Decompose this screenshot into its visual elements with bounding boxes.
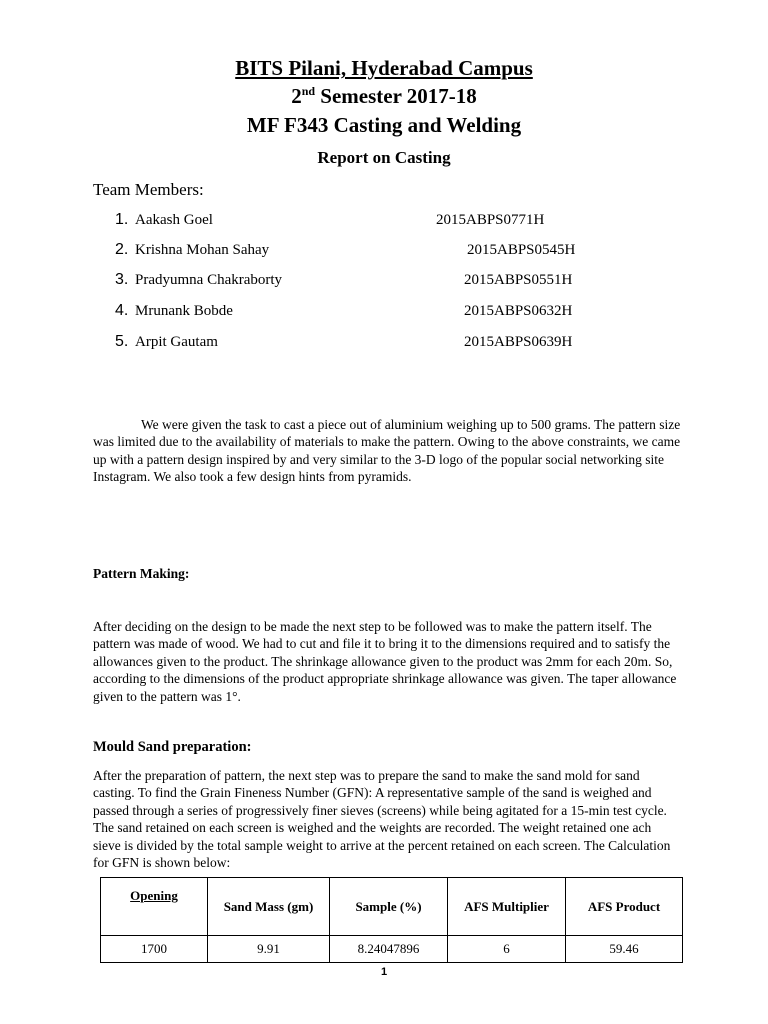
table-cell: 1700 [101, 936, 208, 963]
table-row [101, 936, 683, 963]
semester-title [0, 84, 768, 109]
column-header-sand-mass: Sand Mass (gm) [208, 878, 330, 936]
team-member-row [0, 241, 768, 263]
member-id: 2015ABPS0551H [464, 272, 573, 288]
team-member-row [0, 271, 768, 293]
column-header-sample: Sample (%) [330, 878, 448, 936]
member-name: Arpit Gautam [135, 334, 218, 350]
page-number: 1 [380, 966, 388, 978]
member-name: Mrunank Bobde [135, 303, 233, 319]
mould-sand-paragraph: After the preparation of pattern, the next step was to prepare the sand to make the sand mold for sand casting. To find the Grain Fineness Number (GFN): A representative sample of the sand is weighed and passed through a series of progressively finer sieves (screens) while being agitated for a 15-min test cycle. The sand retained on each screen is weighed and the weights are recorded. The weight retained one ach sieve is divided by the total sample weight to arrive at the percent retained on each screen. The Calculation for GFN is shown below: [93, 768, 671, 871]
table-cell: 8.24047896 [330, 936, 448, 963]
member-name: Krishna Mohan Sahay [135, 242, 270, 258]
team-member-row [0, 302, 768, 324]
member-id: 2015ABPS0632H [464, 303, 573, 319]
pattern-making-heading: Pattern Making: [93, 566, 190, 581]
member-number: 3. [115, 271, 129, 288]
table-cell: 9.91 [208, 936, 330, 963]
member-id: 2015ABPS0639H [464, 334, 573, 350]
table-cell: 59.46 [566, 936, 683, 963]
institution-title: BITS Pilani, Hyderabad Campus [235, 56, 533, 80]
column-header-afs-product: AFS Product [566, 878, 683, 936]
member-name: Pradyumna Chakraborty [135, 272, 283, 288]
semester-ordinal: 2 [291, 84, 302, 108]
member-number: 1. [115, 211, 129, 228]
mould-sand-heading: Mould Sand preparation: [93, 739, 252, 755]
member-number: 2. [115, 241, 129, 258]
intro-paragraph: We were given the task to cast a piece out of aluminium weighing up to 500 grams. The pattern size was limited due to the availability of materials to make the pattern. Owing to the above constraints, we came up with a pattern design inspired by and very similar to the 3-D logo of the popular social networking site Instagram. We also took a few design hints from pyramids. [93, 417, 681, 485]
member-id: 2015ABPS0545H [467, 242, 576, 258]
table-cell: 6 [448, 936, 566, 963]
column-header-opening: Opening [101, 878, 208, 936]
member-name: Aakash Goel [135, 212, 213, 228]
member-id: 2015ABPS0771H [436, 212, 545, 228]
semester-suffix: nd [301, 84, 316, 98]
table-header-row [101, 878, 683, 936]
member-number: 4. [115, 302, 129, 319]
gfn-table [100, 877, 683, 963]
course-title: MF F343 Casting and Welding [246, 113, 522, 137]
pattern-making-paragraph: After deciding on the design to be made the next step to be followed was to make the pattern itself. The pattern was made of wood. We had to cut and file it to bring it to the dimensions required and to satisfy the allowances given to the product. The shrinkage allowance given to the product was 2mm for each 20m. So, according to the dimensions of the product appropriate shrinkage allowance was given. The taper allowance given to the pattern was 1°. [93, 619, 677, 704]
team-members-label: Team Members: [93, 180, 204, 199]
semester-rest: Semester 2017-18 [315, 84, 477, 108]
team-member-row [0, 333, 768, 355]
report-title: Report on Casting [317, 148, 451, 167]
column-header-afs-multiplier: AFS Multiplier [448, 878, 566, 936]
member-number: 5. [115, 333, 129, 350]
team-member-row [0, 211, 768, 233]
